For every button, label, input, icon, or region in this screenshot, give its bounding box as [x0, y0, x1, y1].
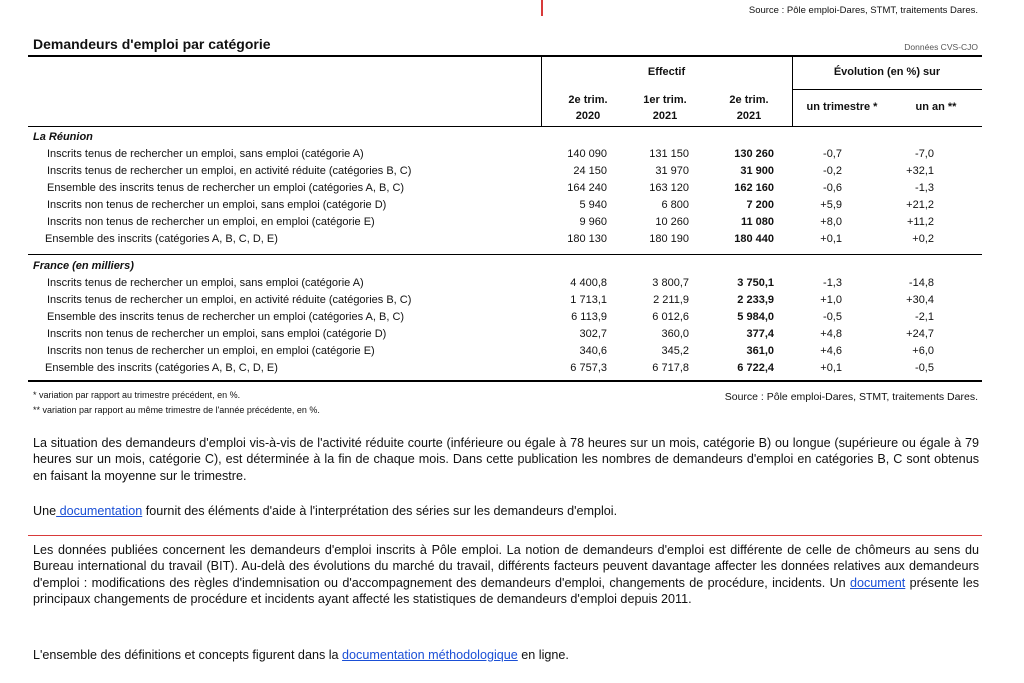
row-label: Ensemble des inscrits tenus de rechercher un emploi (catégories A, B, C): [47, 182, 405, 194]
section-title-reunion: La Réunion: [33, 131, 93, 143]
cell-value: 164 240: [567, 182, 607, 194]
header-col3-line1: 2e trim.: [729, 94, 769, 106]
cell-value: +5,9: [820, 199, 842, 211]
documentation-link[interactable]: documentation: [56, 504, 143, 518]
row-label: Inscrits non tenus de rechercher un emploi, sans emploi (catégorie D): [47, 199, 387, 211]
row-label: Inscrits tenus de rechercher un emploi, en activité réduite (catégories B, C): [47, 165, 412, 177]
cell-value: 6 012,6: [652, 311, 689, 323]
cell-value: 130 260: [734, 148, 774, 160]
paragraph-definitions: [33, 647, 979, 663]
header-col1-line1: 2e trim.: [568, 94, 608, 106]
cell-value: -0,7: [823, 148, 842, 160]
section-separator: [28, 254, 982, 255]
table-row: [0, 294, 1024, 311]
cell-value: 340,6: [579, 345, 607, 357]
cell-value: -1,3: [915, 182, 934, 194]
cell-value: 140 090: [567, 148, 607, 160]
row-label: Ensemble des inscrits (catégories A, B, C, D, E): [45, 362, 278, 374]
cell-value: 24 150: [573, 165, 607, 177]
cell-value: 131 150: [649, 148, 689, 160]
cell-value: -2,1: [915, 311, 934, 323]
table-row: [0, 148, 1024, 165]
table-row: [0, 199, 1024, 216]
table-bottom-rule: [28, 380, 982, 382]
paragraph-donnees: [33, 542, 979, 607]
cell-value: -0,2: [823, 165, 842, 177]
cell-value: +4,8: [820, 328, 842, 340]
cell-value: 361,0: [746, 345, 774, 357]
cell-value: 360,0: [661, 328, 689, 340]
row-label: Ensemble des inscrits (catégories A, B, C, D, E): [45, 233, 278, 245]
cell-value: 5 984,0: [737, 311, 774, 323]
cell-value: 5 940: [579, 199, 607, 211]
table-row: [0, 362, 1024, 379]
cell-value: +21,2: [906, 199, 934, 211]
row-label: Inscrits tenus de rechercher un emploi, en activité réduite (catégories B, C): [47, 294, 412, 306]
row-label: Inscrits non tenus de rechercher un emploi, en emploi (catégorie E): [47, 216, 375, 228]
cell-value: +24,7: [906, 328, 934, 340]
header-col1-line2: 2020: [575, 110, 601, 122]
header-an: un an **: [915, 101, 957, 113]
cell-value: 302,7: [579, 328, 607, 340]
header-col3-line2: 2021: [736, 110, 762, 122]
cell-value: 180 130: [567, 233, 607, 245]
cell-value: +30,4: [906, 294, 934, 306]
text: Les données publiées concernent les demandeurs d'emploi inscrits à Pôle emploi. La notion de demandeurs d'emploi est différente de celle de chômeurs au sens du Bureau international du travail (BIT). Au-delà des évolutions du marché du travail, différents facteurs peuvent davantage affecter les données relatives aux demandeurs d'emploi : modifications des règles d'indemnisation ou d'accompagnement des demandeurs d'emploi, changements de procédure, incidents. Un: [33, 543, 979, 590]
cell-value: 6 717,8: [652, 362, 689, 374]
cell-value: +1,0: [820, 294, 842, 306]
cell-value: 3 800,7: [652, 277, 689, 289]
cell-value: 9 960: [579, 216, 607, 228]
table-row: [0, 216, 1024, 233]
section-title-france: France (en milliers): [33, 260, 134, 272]
cell-value: 163 120: [649, 182, 689, 194]
cell-value: +4,6: [820, 345, 842, 357]
cell-value: +0,1: [820, 362, 842, 374]
cell-value: 377,4: [746, 328, 774, 340]
footnote-trimestre: * variation par rapport au trimestre précédent, en %.: [33, 390, 241, 400]
table-row: [0, 277, 1024, 294]
text: présente les principaux changements de procédure et incidents ayant affecté les statistiques de demandeurs d'emploi depuis 2011.: [33, 575, 980, 606]
text: fournit des éléments d'aide à l'interprétation des séries sur les demandeurs d'emploi.: [142, 504, 618, 518]
text: Une: [33, 504, 57, 518]
cell-value: 1 713,1: [570, 294, 607, 306]
cell-value: -0,6: [823, 182, 842, 194]
red-marker: [541, 0, 543, 16]
data-adjustment-note: Données CVS-CJO: [904, 42, 978, 52]
header-evolution: Évolution (en %) sur: [833, 66, 941, 78]
cell-value: +0,1: [820, 233, 842, 245]
section-divider: [28, 535, 982, 536]
cell-value: +6,0: [912, 345, 934, 357]
cell-value: 31 970: [655, 165, 689, 177]
cell-value: +8,0: [820, 216, 842, 228]
table-row: [0, 165, 1024, 182]
row-label: Inscrits non tenus de rechercher un emploi, en emploi (catégorie E): [47, 345, 375, 357]
row-label: Ensemble des inscrits tenus de rechercher un emploi (catégories A, B, C): [47, 311, 405, 323]
cell-value: 180 440: [734, 233, 774, 245]
table-title: Demandeurs d'emploi par catégorie: [33, 36, 271, 52]
table-top-rule: [28, 55, 982, 57]
cell-value: -1,3: [823, 277, 842, 289]
text: L'ensemble des définitions et concepts figurent dans la: [33, 648, 343, 662]
document-link[interactable]: document: [849, 575, 906, 590]
row-label: Inscrits tenus de rechercher un emploi, sans emploi (catégorie A): [47, 277, 364, 289]
table-source-note: Source : Pôle emploi-Dares, STMT, traitements Dares.: [724, 391, 978, 403]
paragraph-documentation: [33, 503, 979, 519]
cell-value: 6 757,3: [570, 362, 607, 374]
cell-value: 4 400,8: [570, 277, 607, 289]
cell-value: 7 200: [746, 199, 774, 211]
cell-value: +0,2: [912, 233, 934, 245]
header-col2-line2: 2021: [652, 110, 678, 122]
table-row: [0, 311, 1024, 328]
row-label: Inscrits non tenus de rechercher un emploi, sans emploi (catégorie D): [47, 328, 387, 340]
row-label: Inscrits tenus de rechercher un emploi, sans emploi (catégorie A): [47, 148, 364, 160]
top-source-note: Source : Pôle emploi-Dares, STMT, traitements Dares.: [748, 5, 978, 16]
evolution-underline: [792, 89, 982, 90]
cell-value: +32,1: [906, 165, 934, 177]
cell-value: -0,5: [823, 311, 842, 323]
cell-value: 31 900: [740, 165, 774, 177]
header-bottom-rule: [28, 126, 982, 127]
methodology-link[interactable]: documentation méthodologique: [342, 648, 518, 662]
header-col2-line1: 1er trim.: [643, 94, 687, 106]
cell-value: 6 722,4: [737, 362, 774, 374]
cell-value: 2 233,9: [737, 294, 774, 306]
cell-value: 2 211,9: [653, 294, 689, 306]
cell-value: 162 160: [734, 182, 774, 194]
table-row: [0, 345, 1024, 362]
header-effectif: Effectif: [647, 66, 686, 78]
table-row: [0, 233, 1024, 250]
cell-value: 180 190: [649, 233, 689, 245]
paragraph-activite-reduite: La situation des demandeurs d'emploi vis-à-vis de l'activité réduite courte (inférieure ou égale à 78 heures sur un mois, catégorie B) ou longue (supérieure ou égale à 79 heures sur un mois, catégorie C), est déterminée à la fin de chaque mois. Dans cette publication les nombres de demandeurs d'emploi en catégories B, C sont obtenus en faisant la moyenne sur le trimestre.: [33, 436, 979, 483]
footnote-an: ** variation par rapport au même trimestre de l'année précédente, en %.: [33, 405, 320, 415]
cell-value: +11,2: [906, 216, 934, 228]
cell-value: -0,5: [915, 362, 934, 374]
cell-value: -7,0: [915, 148, 934, 160]
text: en ligne.: [517, 648, 569, 662]
cell-value: 10 260: [655, 216, 689, 228]
cell-value: 3 750,1: [737, 277, 774, 289]
table-row: [0, 182, 1024, 199]
cell-value: 11 080: [740, 216, 774, 228]
table-row: [0, 328, 1024, 345]
cell-value: 6 113,9: [571, 311, 607, 323]
cell-value: 345,2: [661, 345, 689, 357]
cell-value: -14,8: [908, 277, 934, 289]
header-trimestre: un trimestre *: [806, 101, 878, 113]
cell-value: 6 800: [661, 199, 689, 211]
